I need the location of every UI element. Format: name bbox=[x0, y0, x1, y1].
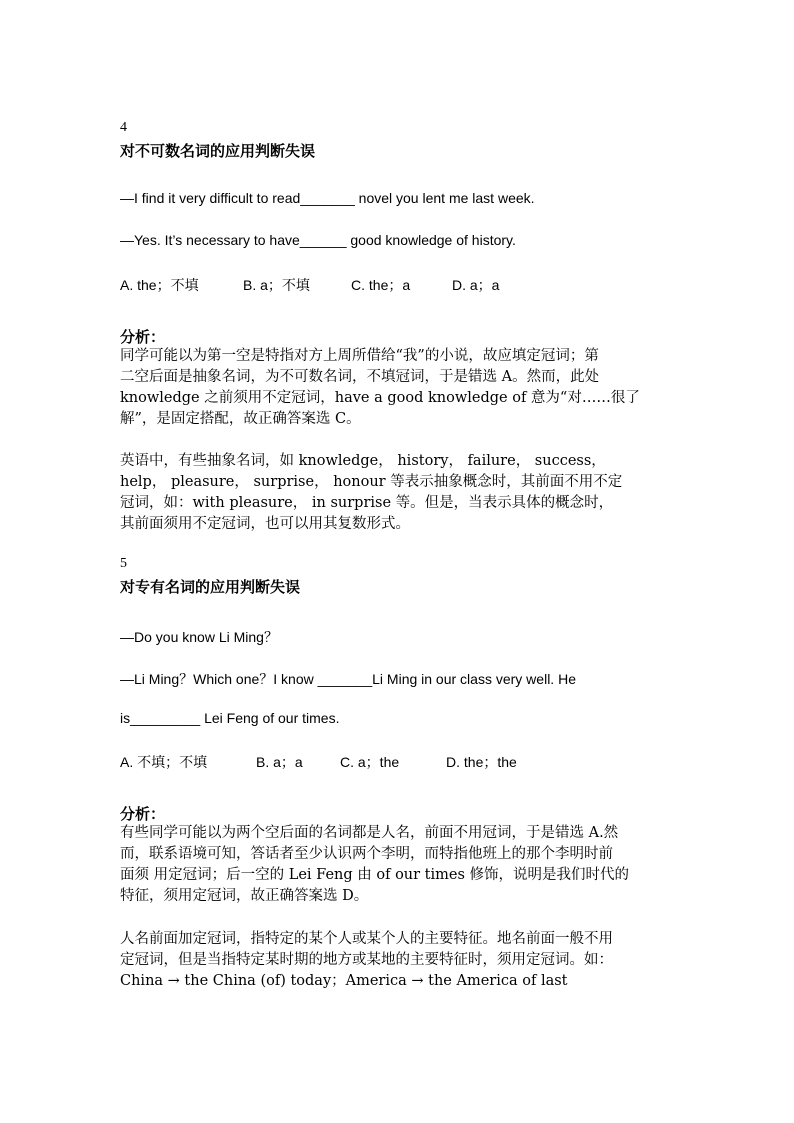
answer-options bbox=[120, 275, 499, 295]
answer-line: —Li Ming？Which one？I know _______Li Ming in our class very well. He bbox=[120, 671, 576, 687]
analysis-line: 同学可能以为第一空是特指对方上周所借给“我”的小说，故应填定冠词；第 bbox=[120, 348, 599, 364]
analysis-line: knowledge 之前须用不定冠词，have a good knowledge of 意为“对……很了 bbox=[120, 390, 640, 406]
option-a: A. 不填；不填 bbox=[120, 754, 208, 770]
option-c: C. the；a bbox=[351, 277, 411, 293]
note-line: 人名前面加定冠词，指特定的某个人或某个人的主要特征。地名前面一般不用 bbox=[120, 931, 613, 947]
note-line: 英语中，有些抽象名词，如 knowledge， history， failure， success， bbox=[120, 453, 606, 469]
analysis-line: 面须 用定冠词；后一空的 Lei Feng 由 of our times 修饰，说明是我们时代的 bbox=[120, 867, 630, 883]
question-line: —I find it very difficult to read_______ novel you lent me last week. bbox=[120, 190, 535, 206]
section-number: 5 bbox=[120, 556, 127, 571]
analysis-label: 分析： bbox=[120, 805, 166, 823]
note-line: help， pleasure， surprise， honour 等表示抽象概念时，其前面不用不定 bbox=[120, 474, 623, 490]
analysis-label: 分析： bbox=[120, 328, 166, 346]
analysis-line: 特征，须用定冠词，故正确答案选 D。 bbox=[120, 888, 369, 904]
analysis-line: 解”，是固定搭配，故正确答案选 C。 bbox=[120, 411, 361, 427]
analysis-line: 有些同学可能以为两个空后面的名词都是人名，前面不用冠词，于是错选 A.然 bbox=[120, 825, 619, 841]
note-line: 定冠词，但是当指特定某时期的地方或某地的主要特征时，须用定冠词。如： bbox=[120, 952, 613, 968]
option-b: B. a；a bbox=[256, 754, 303, 770]
note-line: China → the China (of) today；America → the America of last bbox=[120, 973, 568, 989]
question-line: —Do you know Li Ming？ bbox=[120, 629, 278, 645]
section-number: 4 bbox=[120, 120, 127, 135]
section-heading: 对不可数名词的应用判断失误 bbox=[120, 142, 316, 160]
analysis-line: 二空后面是抽象名词，为不可数名词，不填冠词，于是错选 A。然而，此处 bbox=[120, 369, 600, 385]
note-line: 冠词，如：with pleasure， in surprise 等。但是，当表示具体的概念时， bbox=[120, 495, 614, 511]
note-line: 其前面须用不定冠词，也可以用其复数形式。 bbox=[120, 516, 410, 532]
option-d: D. a；a bbox=[452, 277, 500, 293]
option-c: C. a；the bbox=[340, 754, 400, 770]
option-b: B. a；不填 bbox=[243, 277, 310, 293]
answer-line-cont: is_________ Lei Feng of our times. bbox=[120, 710, 340, 726]
option-a: A. the；不填 bbox=[120, 277, 199, 293]
analysis-line: 而，联系语境可知，答话者至少认识两个李明，而特指他班上的那个李明时前 bbox=[120, 846, 613, 862]
section-heading: 对专有名词的应用判断失误 bbox=[120, 578, 301, 596]
answer-line: —Yes. It’s necessary to have______ good knowledge of history. bbox=[120, 232, 516, 248]
answer-options bbox=[120, 752, 517, 772]
option-d: D. the；the bbox=[446, 754, 517, 770]
